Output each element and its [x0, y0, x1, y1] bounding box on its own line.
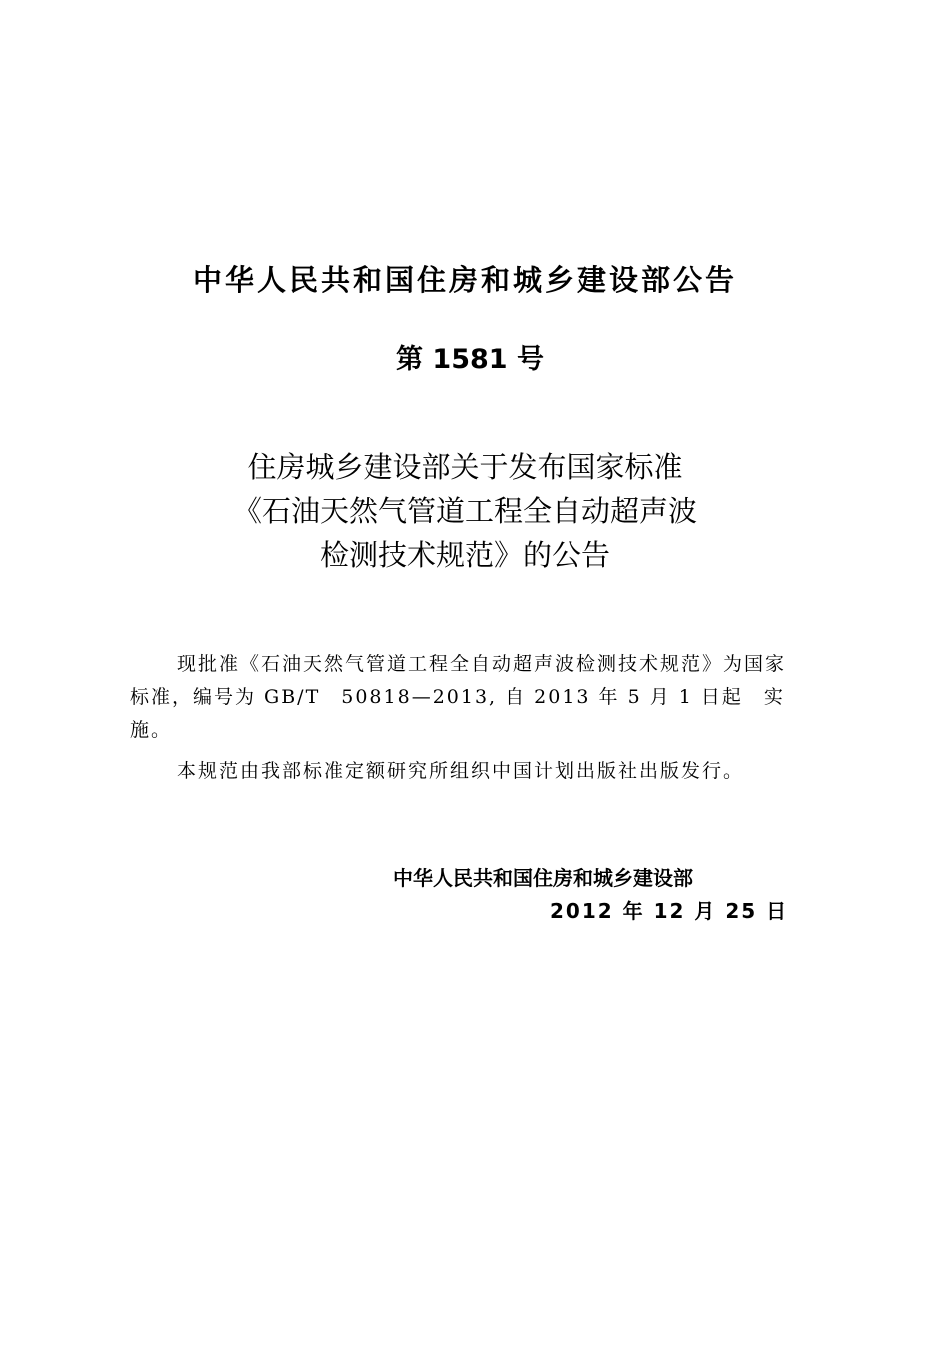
announcement-number: 第 1581 号: [396, 344, 544, 375]
body-paragraph: 现批准《石油天然气管道工程全自动超声波检测技术规范》为国家标准，编号为 GB/T 50818—2013, 自 2013 年 5 月 1 日起 实施。: [130, 653, 787, 741]
subject-line: 住房城乡建设部关于发布国家标准: [247, 450, 683, 484]
announcement-title: 中华人民共和国住房和城乡建设部公告: [192, 263, 737, 297]
announcement-body: [130, 648, 790, 788]
subject-line: 检测技术规范》的公告: [319, 538, 610, 572]
signature-date: 2012 年 12 月 25 日: [550, 899, 789, 923]
announcement-subject: [0, 445, 930, 577]
subject-line: 《石油天然气管道工程全自动超声波: [232, 494, 697, 528]
body-paragraph: 本规范由我部标准定额研究所组织中国计划出版社出版发行。: [177, 760, 745, 782]
signature-organization: 中华人民共和国住房和城乡建设部: [393, 866, 693, 890]
